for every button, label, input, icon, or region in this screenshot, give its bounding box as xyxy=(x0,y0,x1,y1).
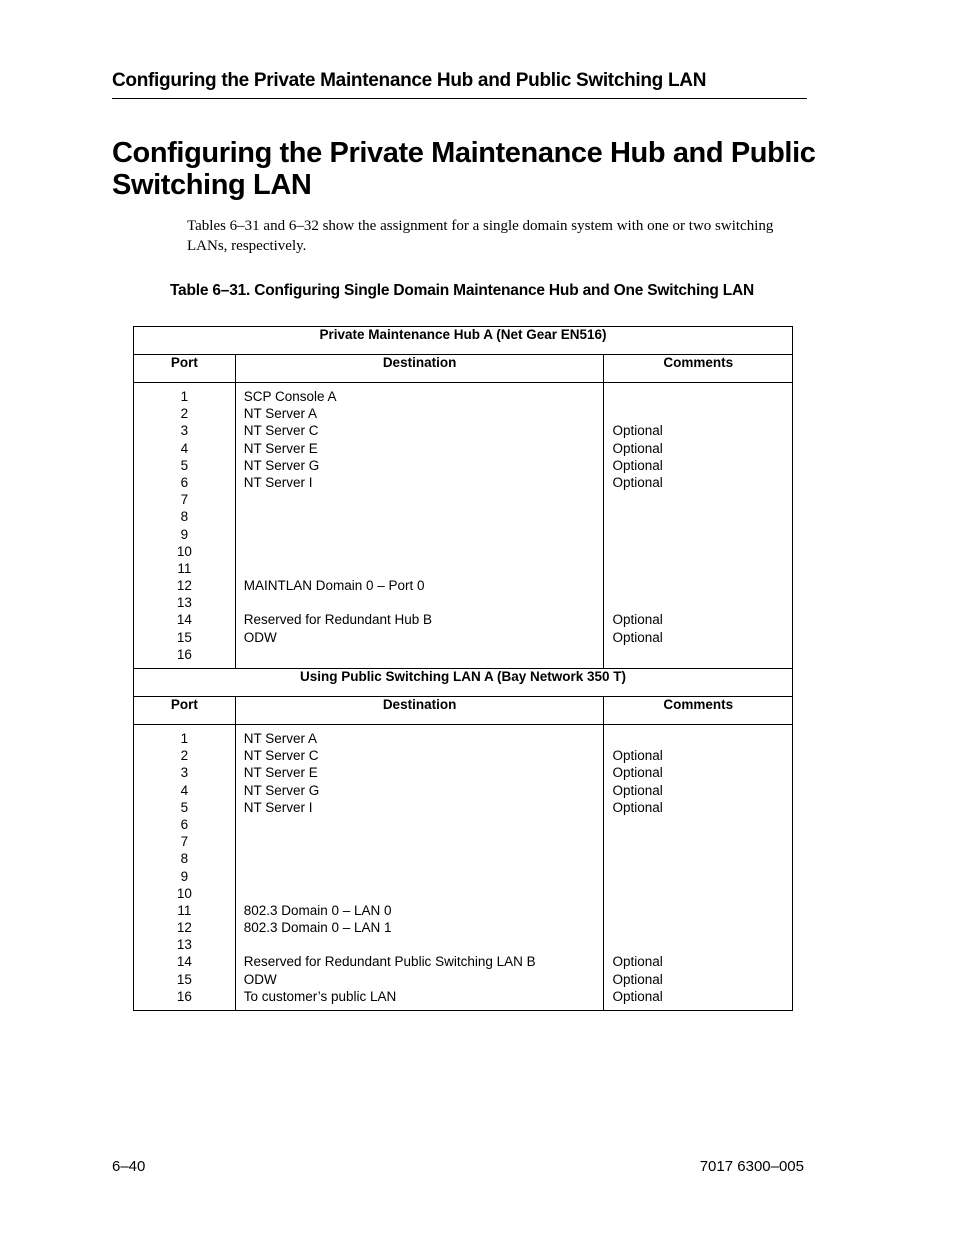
comment-text: Optional xyxy=(612,988,663,1004)
column-header-port: Port xyxy=(134,697,236,725)
destination-text xyxy=(236,833,604,850)
lan-comments-cell xyxy=(604,725,793,1011)
comment-text xyxy=(604,577,792,594)
port-number: 7 xyxy=(180,834,189,850)
port-number: 9 xyxy=(180,868,189,884)
destination-text xyxy=(236,936,604,953)
port-number: 11 xyxy=(177,560,192,576)
destination-text xyxy=(236,885,604,902)
port-number: 6 xyxy=(180,474,189,490)
comment-text xyxy=(604,594,792,611)
port-number: 4 xyxy=(180,782,189,798)
comment-text: Optional xyxy=(612,457,663,473)
port-number: 14 xyxy=(176,612,192,628)
comment-text xyxy=(604,526,792,543)
port-number: 8 xyxy=(180,851,189,867)
page-title: Configuring the Private Maintenance Hub and Public Switching LAN xyxy=(112,137,816,201)
destination-text: Reserved for Redundant Hub B xyxy=(243,612,433,628)
comment-text xyxy=(604,560,792,577)
comment-text xyxy=(604,850,792,867)
page-number: 6–40 xyxy=(112,1158,146,1175)
comment-text xyxy=(604,936,792,953)
port-number: 16 xyxy=(176,646,192,662)
destination-text: NT Server E xyxy=(243,765,318,781)
comment-text xyxy=(604,508,792,525)
destination-text xyxy=(236,526,604,543)
destination-text: NT Server C xyxy=(243,748,319,764)
destination-text: ODW xyxy=(243,629,277,645)
destination-text xyxy=(236,868,604,885)
destination-text: NT Server A xyxy=(243,406,317,422)
port-number: 9 xyxy=(180,526,189,542)
table-section-header xyxy=(134,669,793,697)
port-number: 12 xyxy=(176,920,192,936)
comment-text: Optional xyxy=(612,474,663,490)
destination-text xyxy=(236,543,604,560)
comment-text xyxy=(604,543,792,560)
destination-text xyxy=(236,594,604,611)
lan-body-row xyxy=(134,725,793,1011)
comment-text: Optional xyxy=(612,748,663,764)
port-number: 2 xyxy=(180,748,189,764)
lan-section-title: Using Public Switching LAN A (Bay Network 350 T) xyxy=(134,669,793,697)
column-header-comments: Comments xyxy=(604,355,793,383)
column-header-row xyxy=(134,697,793,725)
hub-body-row xyxy=(134,383,793,669)
port-number: 13 xyxy=(176,595,192,611)
comment-text xyxy=(604,730,792,747)
comment-text xyxy=(604,491,792,508)
port-number: 10 xyxy=(176,885,192,901)
port-number: 8 xyxy=(180,509,189,525)
table-section-header xyxy=(134,327,793,355)
destination-text xyxy=(236,816,604,833)
destination-text: MAINTLAN Domain 0 – Port 0 xyxy=(243,578,425,594)
destination-text: Reserved for Redundant Public Switching LAN B xyxy=(243,954,536,970)
column-header-port: Port xyxy=(134,355,236,383)
column-header-destination: Destination xyxy=(235,697,604,725)
comment-text: Optional xyxy=(612,954,663,970)
port-number: 11 xyxy=(177,902,192,918)
comment-text: Optional xyxy=(612,765,663,781)
destination-text: NT Server I xyxy=(243,474,313,490)
comment-text: Optional xyxy=(612,782,663,798)
port-number: 1 xyxy=(180,389,189,404)
intro-paragraph: Tables 6–31 and 6–32 show the assignment for a single domain system with one or two switching LANs, respectively. xyxy=(187,218,774,254)
comment-text xyxy=(604,919,792,936)
comment-text xyxy=(604,885,792,902)
comment-text xyxy=(604,646,792,663)
port-number: 15 xyxy=(176,629,192,645)
hub-section-title: Private Maintenance Hub A (Net Gear EN516) xyxy=(134,327,793,355)
port-number: 2 xyxy=(180,406,189,422)
destination-text: 802.3 Domain 0 – LAN 1 xyxy=(243,920,392,936)
port-number: 5 xyxy=(180,799,189,815)
destination-text: SCP Console A xyxy=(243,389,337,404)
comment-text xyxy=(604,816,792,833)
port-number: 4 xyxy=(180,440,189,456)
destination-text: NT Server C xyxy=(243,423,319,439)
table-caption: Table 6–31. Configuring Single Domain Maintenance Hub and One Switching LAN xyxy=(169,282,755,299)
comment-text xyxy=(604,405,792,422)
destination-text: NT Server G xyxy=(243,457,320,473)
comment-text: Optional xyxy=(612,440,663,456)
document-number: 7017 6300–005 xyxy=(699,1158,804,1175)
hub-comments-cell xyxy=(604,383,793,669)
port-number: 13 xyxy=(176,937,192,953)
comment-text xyxy=(604,868,792,885)
port-number: 7 xyxy=(180,492,189,508)
port-number: 12 xyxy=(176,578,192,594)
destination-text xyxy=(236,491,604,508)
destination-text xyxy=(236,508,604,525)
port-number: 5 xyxy=(180,457,189,473)
hub-port-cell xyxy=(134,383,236,669)
comment-text: Optional xyxy=(612,423,663,439)
comment-text: Optional xyxy=(612,629,663,645)
port-number: 10 xyxy=(176,543,192,559)
column-header-row xyxy=(134,355,793,383)
comment-text: Optional xyxy=(612,612,663,628)
lan-port-cell xyxy=(134,725,236,1011)
column-header-destination: Destination xyxy=(235,355,604,383)
column-header-comments: Comments xyxy=(604,697,793,725)
destination-text: NT Server E xyxy=(243,440,318,456)
destination-text xyxy=(236,646,604,663)
comment-text: Optional xyxy=(612,799,663,815)
destination-text: 802.3 Domain 0 – LAN 0 xyxy=(243,902,392,918)
comment-text: Optional xyxy=(612,971,663,987)
port-number: 3 xyxy=(180,423,189,439)
destination-text: To customer’s public LAN xyxy=(243,988,397,1004)
destination-text: NT Server A xyxy=(243,731,317,746)
running-header: Configuring the Private Maintenance Hub and Public Switching LAN xyxy=(112,70,807,99)
comment-text xyxy=(604,833,792,850)
port-number: 6 xyxy=(180,816,189,832)
port-number: 3 xyxy=(180,765,189,781)
hub-destination-cell xyxy=(235,383,604,669)
destination-text: NT Server I xyxy=(243,799,313,815)
comment-text xyxy=(604,388,792,405)
lan-destination-cell xyxy=(235,725,604,1011)
comment-text xyxy=(604,902,792,919)
port-number: 16 xyxy=(176,988,192,1004)
port-number: 14 xyxy=(176,954,192,970)
port-number: 1 xyxy=(180,731,189,746)
destination-text xyxy=(236,560,604,577)
config-table xyxy=(133,326,793,1011)
port-number: 15 xyxy=(176,971,192,987)
destination-text: ODW xyxy=(243,971,277,987)
destination-text xyxy=(236,850,604,867)
destination-text: NT Server G xyxy=(243,782,320,798)
